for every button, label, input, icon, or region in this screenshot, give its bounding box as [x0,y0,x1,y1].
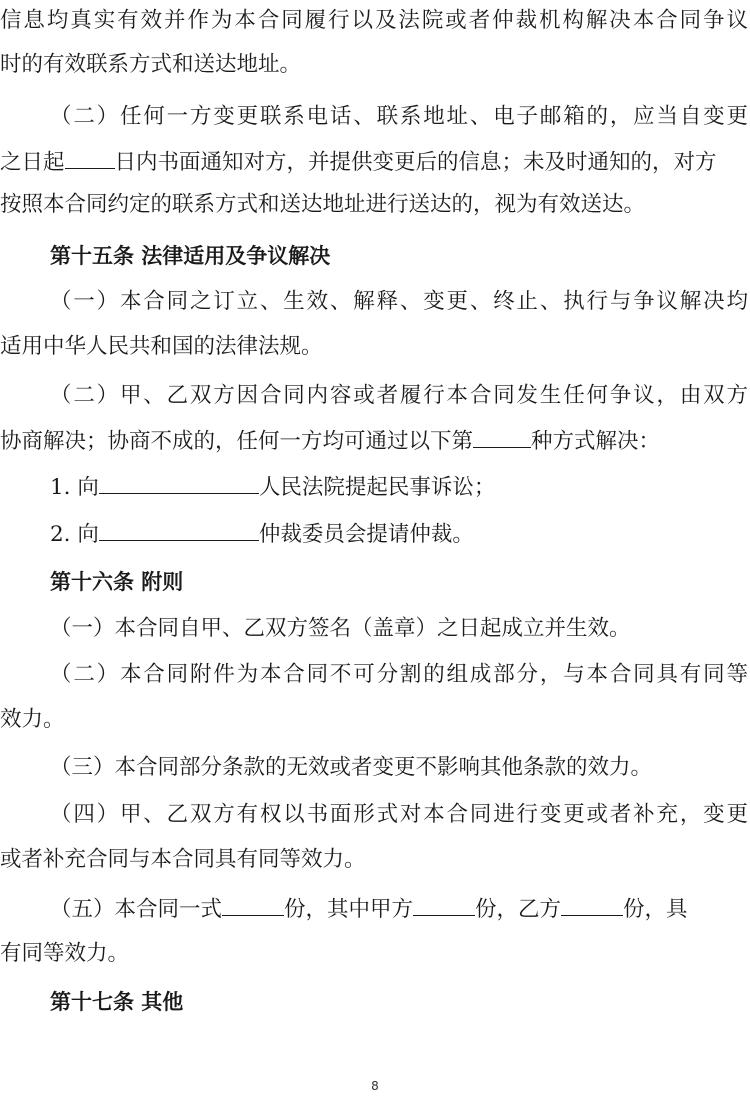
paragraph-line: （二）本合同附件为本合同不可分割的组成部分，与本合同具有同等 [50,662,748,687]
paragraph-line: （二）任何一方变更联系电话、联系地址、电子邮箱的，应当自变更 [50,104,748,129]
article-16-heading: 第十六条 附则 [50,570,184,594]
paragraph-line: 按照本合同约定的联系方式和送达地址进行送达的，视为有效送达。 [0,192,646,217]
paragraph-line: （四）甲、乙双方有权以书面形式对本合同进行变更或者补充，变更 [50,802,748,827]
paragraph-line: （三）本合同部分条款的无效或者变更不影响其他条款的效力。 [50,755,653,780]
paragraph-line: 之日起 日内书面通知对方，并提供变更后的信息；未及时通知的，对方 [0,146,750,178]
paragraph-line: 信息均真实有效并作为本合同履行以及法院或者仲裁机构解决本合同争议 [0,8,748,33]
option-line: 1. 向 人民法院提起民事诉讼； [0,471,750,503]
article-15-heading: 第十五条 法律适用及争议解决 [50,244,331,268]
paragraph-line: 效力。 [0,707,65,732]
page-number: 8 [371,1079,379,1093]
paragraph-line: 适用中华人民共和国的法律法规。 [0,334,323,359]
article-17-heading: 第十七条 其他 [50,990,184,1014]
fill-blank[interactable] [65,146,115,169]
paragraph-line: 有同等效力。 [0,941,130,966]
fill-blank[interactable] [222,893,284,916]
paragraph-line: （五）本合同一式 份，其中甲方 份，乙方 份，具 [0,893,750,925]
paragraph-line: （二）甲、乙双方因合同内容或者履行本合同发生任何争议，由双方 [50,383,748,408]
fill-blank[interactable] [473,425,531,448]
fill-blank[interactable] [99,518,259,541]
paragraph-line: （一）本合同之订立、生效、解释、变更、终止、执行与争议解决均 [50,289,748,314]
paragraph-line: 或者补充合同与本合同具有同等效力。 [0,847,366,872]
fill-blank[interactable] [99,471,259,494]
fill-blank[interactable] [413,893,475,916]
option-line: 2. 向 仲裁委员会提请仲裁。 [0,518,750,550]
paragraph-line: 协商解决；协商不成的，任何一方均可通过以下第 种方式解决： [0,425,750,457]
fill-blank[interactable] [561,893,623,916]
paragraph-line: （一）本合同自甲、乙双方签名（盖章）之日起成立并生效。 [50,616,631,641]
paragraph-line: 时的有效联系方式和送达地址。 [0,52,302,77]
